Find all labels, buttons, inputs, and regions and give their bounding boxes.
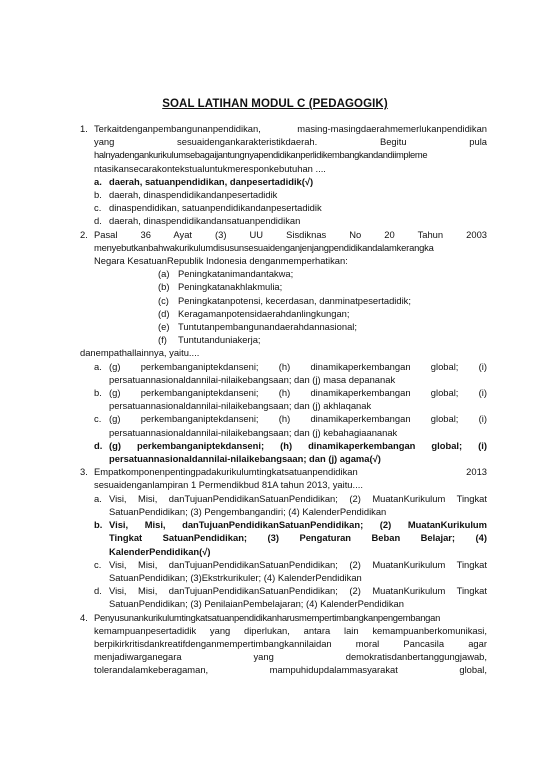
- question-text-line: sesuaidenganlampiran 1 Permendikbud 81A tahun 2013, yaitu....: [94, 479, 363, 491]
- answer-option-c: [94, 412, 487, 438]
- sub-item-letter: (f): [158, 334, 167, 346]
- option-letter: a.: [94, 360, 102, 372]
- option-letter: a.: [94, 175, 102, 187]
- option-letter: d.: [94, 585, 102, 597]
- option-text: daerah, dinaspendidikandansatuanpendidikan: [109, 215, 301, 227]
- option-text-line: Tingkat SatuanPendidikan; (3) Pengaturan Beban Belajar; (4): [109, 532, 487, 544]
- sub-item-letter: (a): [158, 268, 170, 280]
- question-text-line: menjadiwarganegara yang demokratisdanbertanggungjawab,: [94, 651, 487, 663]
- answer-option-d: [94, 439, 487, 465]
- question-text-line: Empatkomponenpentingpadakurikulumtingkatsatuanpendidikan 2013: [94, 466, 487, 478]
- question-text-line: berpikirkritisdankreatifdenganmempertimbangkannilaidan moral Pancasila agar: [94, 637, 487, 649]
- option-text-line: Visi, Misi, danTujuanPendidikanSatuanPendidikan; (2) MuatanKurikulum Tingkat: [109, 585, 487, 597]
- sub-item-text: Tuntutanduniakerja;: [178, 334, 261, 346]
- sub-item-c: [94, 294, 487, 307]
- option-text: daerah, satuanpendidikan, danpesertadidik(√): [109, 175, 314, 187]
- sub-item-b: [94, 280, 487, 293]
- answer-option-b: [94, 386, 487, 412]
- question-text-line: tolerandalamkeberagaman, mampuhidupdalammasyarakat global,: [94, 664, 487, 676]
- option-text-line: SatuanPendidikan; (3) Pengembangandiri; (4) KalenderPendidikan: [109, 505, 387, 517]
- question-list: [80, 122, 487, 677]
- question-4: [80, 611, 487, 677]
- question-text-line: kemampuanpesertadidik yang diperlukan, antara lain kemampuanberkomunikasi,: [94, 624, 487, 636]
- sub-item-text: Keragamanpotensidaerahdanlingkungan;: [178, 307, 350, 319]
- question-2: [80, 228, 487, 466]
- answer-option-b: [94, 518, 487, 558]
- question-text-line: Terkaitdenganpembangunanpendidikan, masing-masingdaerahmemerlukanpendidikan: [94, 123, 487, 134]
- option-text-line: SatuanPendidikan; (3)Ekstrkurikuler; (4) KalenderPendidikan: [109, 571, 362, 583]
- option-text-line: KalenderPendidikan(√): [109, 545, 211, 557]
- answer-option-d: [94, 214, 487, 227]
- sub-item-d: [94, 307, 487, 320]
- option-letter: c.: [94, 413, 102, 425]
- sub-item-letter: (e): [158, 321, 170, 333]
- answer-option-a: [94, 175, 487, 188]
- question-text-line: danempathallainnya, yaitu....: [80, 347, 200, 359]
- question-number: 3.: [80, 466, 88, 478]
- option-text-line: persatuannasionaldannilai-nilaikebangsaan; dan (j) agama(√): [109, 453, 381, 465]
- option-text-line: Visi, Misi, danTujuanPendidikanSatuanPendidikan; (2) MuatanKurikulum Tingkat: [109, 492, 487, 504]
- option-text: daerah, dinaspendidikandanpesertadidik: [109, 189, 278, 201]
- question-text-line: ntasikansecarakontekstualuntukmeresponkebutuhan ....: [94, 162, 326, 174]
- question-1: [80, 122, 487, 228]
- option-text-line: (g) perkembanganiptekdanseni; (h) dinamikaperkembangan global; (i): [109, 413, 487, 425]
- answer-option-d: [94, 584, 487, 610]
- answer-option-a: [94, 360, 487, 386]
- question-text-line: Penyusunankurikulumtingkatsatuanpendidikanharusmempertimbangkanpengembangan: [94, 611, 441, 623]
- question-text-line: menyebutkanbahwakurikulumdisusunsesuaidenganjenjangpendidikandalamkerangka: [94, 241, 434, 253]
- sub-item-text: Peningkatanimandantakwa;: [178, 268, 294, 280]
- question-text-line: halnyadengankurikulumsebagaijantungnyapendidikanperlidikembangkandandiimpleme: [94, 149, 428, 161]
- sub-item-e: [94, 320, 487, 333]
- sub-item-f: [94, 333, 487, 346]
- option-text-line: (g) perkembanganiptekdanseni; (h) dinamikaperkembangan global; (i): [109, 439, 487, 451]
- sub-item-text: Tuntutanpembangunandaerahdannasional;: [178, 321, 357, 333]
- option-letter: b.: [94, 519, 103, 531]
- option-letter: c.: [94, 558, 102, 570]
- sub-item-letter: (d): [158, 307, 170, 319]
- option-text-line: persatuannasionaldannilai-nilaikebangsaan; dan (j) kebahagiaananak: [109, 426, 398, 438]
- sub-item-letter: (b): [158, 281, 170, 293]
- answer-option-c: [94, 558, 487, 584]
- option-letter: b.: [94, 387, 102, 399]
- question-number: 4.: [80, 611, 88, 623]
- question-3: [80, 465, 487, 610]
- option-text-line: SatuanPendidikan; (3) PenilaianPembelajaran; (4) KalenderPendidikan: [109, 598, 404, 610]
- answer-option-a: [94, 492, 487, 518]
- option-text-line: (g) perkembanganiptekdanseni; (h) dinamikaperkembangan global; (i): [109, 360, 487, 372]
- option-letter: a.: [94, 492, 102, 504]
- option-text-line: persatuannasionaldannilai-nilaikebangsaan; dan (j) masa depananak: [109, 373, 396, 385]
- question-text-line: Pasal 36 Ayat (3) UU Sisdiknas No 20 Tahun 2003: [94, 228, 487, 240]
- sub-item-letter: (c): [158, 294, 169, 306]
- option-letter: c.: [94, 202, 102, 214]
- option-text-line: (g) perkembanganiptekdanseni; (h) dinamikaperkembangan global; (i): [109, 387, 487, 399]
- page-title: SOAL LATIHAN MODUL C (PEDAGOGIK): [162, 98, 388, 110]
- question-number: 2.: [80, 228, 88, 240]
- answer-option-c: [94, 201, 487, 214]
- option-letter: d.: [94, 439, 103, 451]
- sub-item-text: Peningkatanakhlakmulia;: [178, 281, 283, 293]
- answer-option-b: [94, 188, 487, 201]
- option-text-line: Visi, Misi, danTujuanPendidikanSatuanPendidikan; (2) MuatanKurikulum: [109, 519, 487, 531]
- question-text-line: yang sesuaidengankarakteristikdaerah. Begitu pula: [94, 136, 487, 148]
- sub-item-a: [94, 267, 487, 280]
- option-letter: d.: [94, 215, 102, 227]
- question-number: 1.: [80, 123, 88, 134]
- option-text: dinaspendidikan, satuanpendidikandanpesertadidik: [109, 202, 322, 214]
- option-text-line: persatuannasionaldannilai-nilaikebangsaan; dan (j) akhlaqanak: [109, 400, 372, 412]
- question-text-line: Negara KesatuanRepublik Indonesia denganmemperhatikan:: [94, 255, 348, 267]
- option-letter: b.: [94, 189, 102, 201]
- sub-item-text: Peningkatanpotensi, kecerdasan, danminatpesertadidik;: [178, 294, 411, 306]
- option-text-line: Visi, Misi, danTujuanPendidikanSatuanPendidikan; (2) MuatanKurikulum Tingkat: [109, 558, 487, 570]
